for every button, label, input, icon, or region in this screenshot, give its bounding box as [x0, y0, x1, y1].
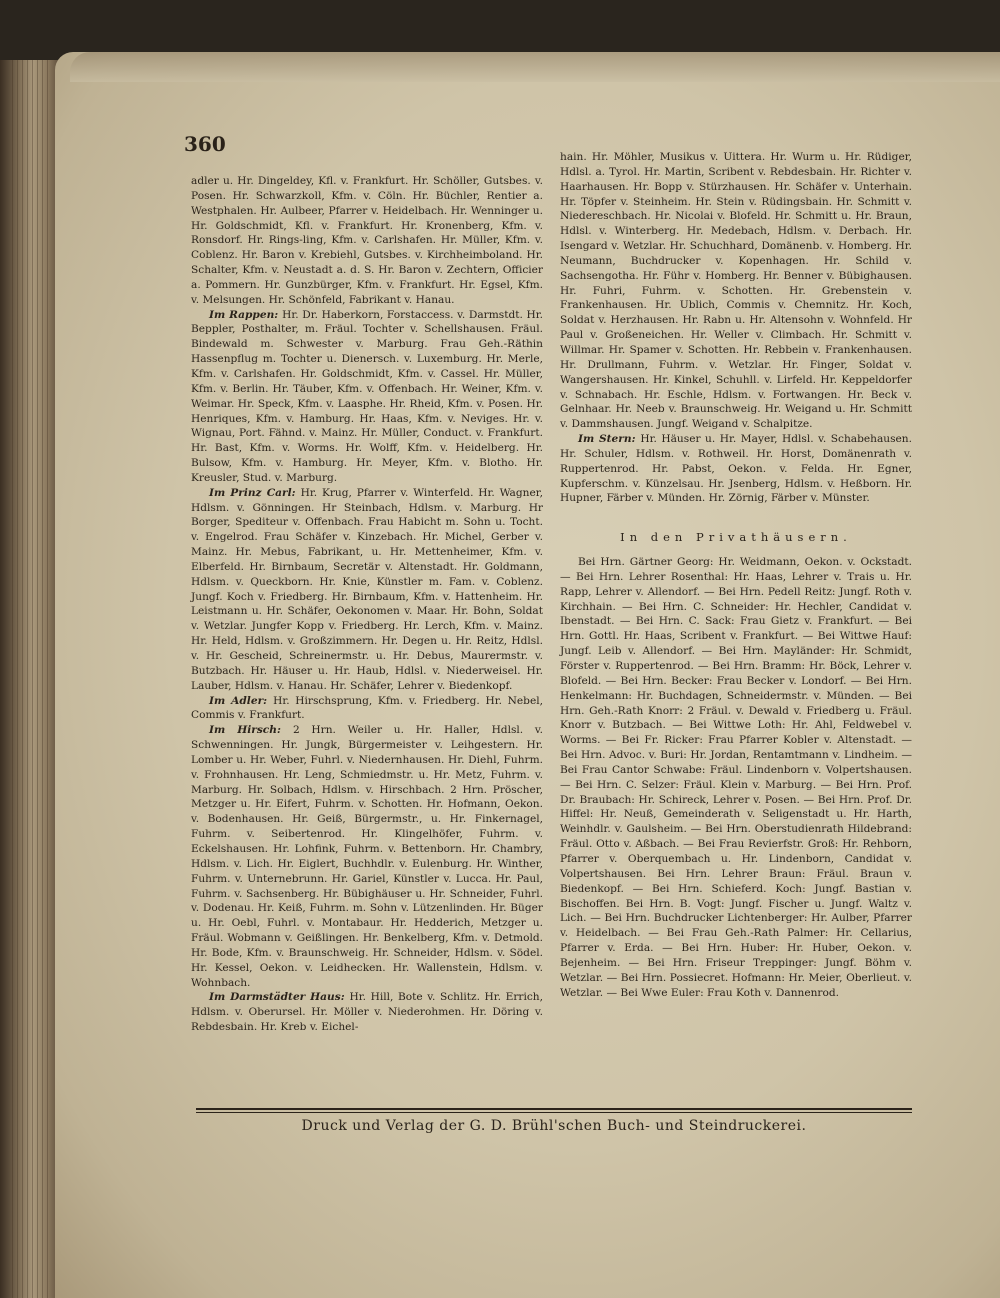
inn-name: Im Adler:	[209, 694, 274, 707]
inn-name: Im Rappen:	[209, 308, 283, 321]
guest-entries: Hr. Dr. Haberkorn, Forstaccess. v. Darmstdt. Hr. Beppler, Posthalter, m. Fräul. Tochter v. Schellshausen. Fräul. Bindewald m. Schwester v. Marburg. Frau Geh.-Räthin Hassenpflug m. Tochter u. Dienersch. v. Luxemburg. Hr. Merle, Kfm. v. Carlshafen. Hr. Goldschmidt, Kfm. v. Cassel. Hr. Müller, Kfm. v. Berlin. Hr. Täuber, Kfm. v. Offenbach. Hr. Weiner, Kfm. v. Weimar. Hr. Speck, Kfm. v. Laasphe. Hr. Rheid, Kfm. v. Posen. Hr. Henriques, Kfm. v. Hamburg. Hr. Haas, Kfm. v. Neviges. Hr. v. Wignau, Port. Fähnd. v. Mainz. Hr. Müller, Conduct. v. Frankfurt. Hr. Bast, Kfm. v. Worms. Hr. Wolff, Kfm. v. Heidelberg. Hr. Bulsow, Kfm. v. Hamburg. Hr. Meyer, Kfm. v. Blotho. Hr. Kreusler, Stud. v. Marburg.	[191, 308, 543, 484]
guest-list-paragraph	[191, 694, 543, 724]
guest-entries: hain. Hr. Möhler, Musikus v. Uittera. Hr. Wurm u. Hr. Rüdiger, Hdlsl. a. Tyrol. Hr. Martin, Scribent v. Rebdesbain. Hr. Richter v. Haarhausen. Hr. Bopp v. Stürzhausen. Hr. Schäfer v. Unterhain. Hr. Töpfer v. Steinheim. Hr. Stein v. Rüdingsbain. Hr. Schmitt v. Niedereschbach. Hr. Nicolai v. Blofeld. Hr. Schmitt u. Hr. Braun, Hdlsl. v. Winterberg. Hr. Medebach, Hdlsm. v. Derbach. Hr. Isengard v. Wetzlar. Hr. Schuchhard, Domänenb. v. Homberg. Hr. Neumann, Buchdrucker v. Kopenhagen. Hr. Schild v. Sachsengotha. Hr. Führ v. Homberg. Hr. Benner v. Bübighausen. Hr. Fuhri, Fuhrm. v. Schotten. Hr. Grebenstein v. Frankenhausen. Hr. Ublich, Commis v. Chemnitz. Hr. Koch, Soldat v. Herzhausen. Hr. Rabn u. Hr. Altensohn v. Wohnfeld. Hr Paul v. Großeneichen. Hr. Weller v. Climbach. Hr. Schmitt v. Willmar. Hr. Spamer v. Schotten. Hr. Rebbein v. Frankenhausen. Hr. Drullmann, Fuhrm. v. Wetzlar. Hr. Finger, Soldat v. Wangershausen. Hr. Kinkel, Schuhll. v. Lirfeld. Hr. Keppeldorfer v. Schnabach. Hr. Eschle, Hdlsm. v. Fortwangen. Hr. Beck v. Gelnhaar. Hr. Neeb v. Braunschweig. Hr. Weigand u. Hr. Schmitt v. Dammshausen. Jungf. Weigand v. Schalpitze.	[560, 151, 912, 431]
guest-list-paragraph	[191, 990, 543, 1035]
guest-list-paragraph	[191, 723, 543, 990]
guest-list-paragraph	[191, 308, 543, 486]
guest-entries: 2 Hrn. Weiler u. Hr. Haller, Hdlsl. v. Schwenningen. Hr. Jungk, Bürgermeister v. Leihgestern. Hr. Lomber u. Hr. Weber, Fuhrl. v. Niedernhausen. Hr. Diehl, Fuhrm. v. Frohnhausen. Hr. Leng, Schmiedmstr. u. Hr. Metz, Fuhrm. v. Marburg. Hr. Solbach, Hdlsm. v. Hirschbach. 2 Hrn. Pröscher, Metzger u. Hr. Eifert, Fuhrm. v. Schotten. Hr. Hofmann, Oekon. v. Bodenhausen. Hr. Geiß, Bürgermstr., u. Hr. Finkernagel, Fuhrm. v. Seibertenrod. Hr. Klingelhöfer, Fuhrm. v. Eckelshausen. Hr. Lohfink, Fuhrm. v. Bettenborn. Hr. Chambry, Hdlsm. v. Lich. Hr. Eiglert, Buchhdlr. v. Eulenburg. Hr. Winther, Fuhrm. v. Unternebrunn. Hr. Gariel, Künstler v. Lucca. Hr. Paul, Fuhrm. v. Sachsenberg. Hr. Bübighäuser u. Hr. Schneider, Fuhrl. v. Dodenau. Hr. Keiß, Fuhrm. m. Sohn v. Lützenlinden. Hr. Büger u. Hr. Oebl, Fuhrl. v. Montabaur. Hr. Hedderich, Metzger u. Fräul. Wobmann v. Geißlingen. Hr. Benkelberg, Kfm. v. Detmold. Hr. Bode, Kfm. v. Braunschweig. Hr. Schneider, Hdlsm. v. Södel. Hr. Kessel, Oekon. v. Leidhecken. Hr. Wallenstein, Hdlsm. v. Wohnbach.	[191, 724, 544, 989]
guest-list-paragraph	[191, 486, 543, 694]
guest-entries: adler u. Hr. Dingeldey, Kfl. v. Frankfurt. Hr. Schöller, Gutsbes. v. Posen. Hr. Schwarzkoll, Kfm. v. Cöln. Hr. Büchler, Rentier a. Westphalen. Hr. Aulbeer, Pfarrer v. Heidelbach. Hr. Wenninger u. Hr. Goldschmidt, Kfl. v. Frankfurt. Hr. Kronenberg, Kfm. v. Ronsdorf. Hr. Rings-ling, Kfm. v. Carlshafen. Hr. Müller, Kfm. v. Coblenz. Hr. Baron v. Krebiehl, Gutsbes. v. Kirchheimboland. Hr. Schalter, Kfm. v. Neustadt a. d. S. Hr. Baron v. Zechtern, Officier a. Pommern. Hr. Gunzbürger, Kfm. v. Frankfurt. Hr. Egsel, Kfm. v. Melsungen. Hr. Schönfeld, Fabrikant v. Hanau.	[191, 175, 543, 306]
left-column	[191, 174, 543, 1035]
inn-name: Im Darmstädter Haus:	[209, 991, 350, 1004]
section-heading: In den Privathäusern.	[620, 530, 852, 545]
inn-name: Im Hirsch:	[209, 724, 293, 737]
printer-imprint: Druck und Verlag der G. D. Brühl'schen Buch- und Steindruckerei.	[301, 1118, 807, 1134]
guest-list-paragraph	[191, 174, 543, 308]
page-curl	[70, 52, 1000, 82]
right-column	[560, 150, 912, 1000]
guest-entries: Hr. Hill, Bote v. Schlitz. Hr. Errich, Hdlsm. v. Oberursel. Hr. Möller v. Niederohmen. Hr. Döring v. Rebdesbain. Hr. Kreb v. Eichel-	[191, 991, 543, 1034]
guest-entries: Hr. Hirschsprung, Kfm. v. Friedberg. Hr. Nebel, Commis v. Frankfurt.	[191, 694, 543, 722]
guest-entries: Hr. Krug, Pfarrer v. Winterfeld. Hr. Wagner, Hdlsm. v. Gönningen. Hr Steinbach, Hdlsm. v. Marburg. Hr Borger, Spediteur v. Offenbach. Frau Habicht m. Sohn u. Tocht. v. Engelrod. Frau Schäfer v. Kinzebach. Hr. Michel, Gerber v. Mainz. Hr. Mebus, Fabrikant, u. Hr. Mettenheimer, Kfm. v. Elberfeld. Hr. Birnbaum, Secretär v. Altenstadt. Hr. Goldmann, Hdlsm. v. Queckborn. Hr. Knie, Künstler m. Fam. v. Coblenz. Jungf. Koch v. Friedberg. Hr. Birnbaum, Kfm. v. Hattenheim. Hr. Leistmann u. Hr. Schäfer, Oekonomen v. Maar. Hr. Bohn, Soldat v. Wetzlar. Jungfer Kopp v. Friedberg. Hr. Lerch, Kfm. v. Mainz. Hr. Held, Hdlsm. v. Großzimmern. Hr. Degen u. Hr. Reitz, Hdlsl. v. Hr. Gescheid, Schreinermstr. u. Hr. Debus, Maurermstr. v. Butzbach. Hr. Häuser u. Hr. Haub, Hdlsl. v. Niederweisel. Hr. Lauber, Hdlsm. v. Hanau. Hr. Schäfer, Lehrer v. Biedenkopf.	[191, 486, 543, 692]
guest-list-paragraph	[560, 432, 912, 506]
footer-rule-thin	[196, 1112, 912, 1113]
inn-name: Im Prinz Carl:	[209, 486, 301, 499]
page-edge-lines	[12, 60, 52, 1298]
guest-entries: Bei Hrn. Gärtner Georg: Hr. Weidmann, Oekon. v. Ockstadt. — Bei Hrn. Lehrer Rosenthal: Hr. Haas, Lehrer v. Trais u. Hr. Rapp, Lehrer v. Allendorf. — Bei Hrn. Pedell Reitz: Jungf. Roth v. Kirchhain. — Bei Hrn. C. Schneider: Hr. Hechler, Candidat v. Ibenstadt. — Bei Hrn. C. Sack: Frau Gietz v. Frankfurt. — Bei Hrn. Gottl. Hr. Haas, Scribent v. Frankfurt. — Bei Wittwe Hauf: Jungf. Leib v. Allendorf. — Bei Hrn. Mayländer: Hr. Schmidt, Förster v. Ruppertenrod. — Bei Hrn. Bramm: Hr. Böck, Lehrer v. Blofeld. — Bei Hrn. Becker: Frau Becker v. Londorf. — Bei Hrn. Henkelmann: Hr. Buchdagen, Schneidermstr. v. Münden. — Bei Hrn. Geh.-Rath Knorr: 2 Fräul. v. Dewald v. Friedberg u. Fräul. Knorr v. Butzbach. — Bei Wittwe Loth: Hr. Ahl, Feldwebel v. Worms. — Bei Fr. Ricker: Frau Pfarrer Kobler v. Altenstadt. — Bei Hrn. Advoc. v. Buri: Hr. Jordan, Rentamtmann v. Lindheim. — Bei Frau Cantor Schwabe: Fräul. Lindenborn v. Volpertshausen. — Bei Hrn. C. Selzer: Fräul. Klein v. Marburg. — Bei Hrn. Prof. Dr. Braubach: Hr. Schireck, Lehrer v. Posen. — Bei Hrn. Prof. Dr. Hiffel: Hr. Neuß, Gemeinderath v. Seligenstadt u. Hr. Harth, Weinhdlr. v. Gaulsheim. — Bei Hrn. Oberstudienrath Hildebrand: Fräul. Otto v. Aßbach. — Bei Frau Revierfstr. Groß: Hr. Rehborn, Pfarrer v. Oberquembach u. Hr. Lindenborn, Candidat v. Volpertshausen. Bei Hrn. Lehrer Braun: Fräul. Braun v. Biedenkopf. — Bei Hrn. Schieferd. Koch: Jungf. Bastian v. Bischoffen. Bei Hrn. B. Vogt: Jungf. Fischer u. Jungf. Waltz v. Lich. — Bei Hrn. Buchdrucker Lichtenberger: Hr. Aulber, Pfarrer v. Heidelbach. — Bei Frau Geh.-Rath Palmer: Hr. Cellarius, Pfarrer v. Erda. — Bei Hrn. Huber: Hr. Huber, Oekon. v. Bejenheim. — Bei Hrn. Friseur Treppinger: Jungf. Böhm v. Wetzlar. — Bei Hrn. Possiecret. Hofmann: Hr. Meier, Oberlieut. v. Wetzlar. — Bei Wwe Euler: Frau Koth v. Dannenrod.	[560, 556, 912, 999]
guest-entries: Hr. Häuser u. Hr. Mayer, Hdlsl. v. Schabehausen. Hr. Schuler, Hdlsm. v. Rothweil. Hr. Horst, Domänenrath v. Ruppertenrod. Hr. Pabst, Oekon. v. Felda. Hr. Egner, Kupferschm. v. Künzelsau. Hr. Jsenberg, Hdlsm. v. Heßborn. Hr. Hupner, Färber v. Münden. Hr. Zörnig, Färber v. Münster.	[560, 433, 912, 505]
guest-list-paragraph	[560, 555, 912, 1000]
inn-name: Im Stern:	[578, 433, 641, 446]
guest-list-paragraph	[560, 150, 912, 432]
footer-rule	[196, 1108, 912, 1110]
page-number: 360	[184, 132, 226, 156]
